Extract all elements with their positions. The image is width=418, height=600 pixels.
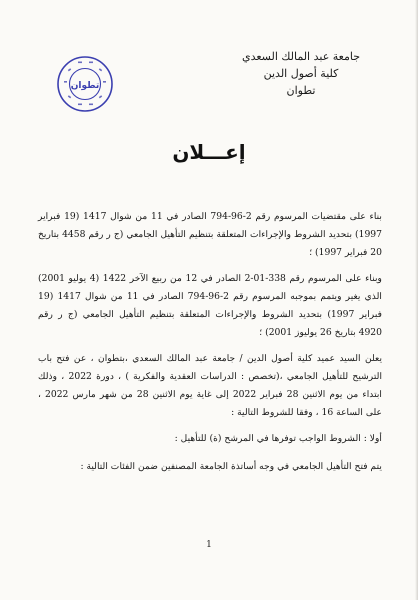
paragraph-decree-1997: بناء على مقتضيات المرسوم رقم 2-96-794 الصادر في 11 من شوال 1417 (19 فبراير 1997) بتحديد الشروط والإجراءات المتعلقة بتنظيم التأهيل الجامعي (ج ر رقم 4458 بتاريخ 20 فبراير 1997) ؛	[38, 211, 382, 258]
city-name: تطوان	[286, 84, 316, 97]
paragraph-conditions-heading: أولا : الشروط الواجب توفرها في المرشح (ة) للتأهيل :	[174, 433, 382, 444]
page-number: 1	[206, 540, 212, 550]
paragraph-announcement: يعلن السيد عميد كلية أصول الدين / جامعة عبد المالك السعدي ،بتطوان ، عن فتح باب الترشيح للتأهيل الجامعي ،(تخصص : الدراسات العقدية والفكرية ) ، دورة 2022 ، وذلك ابتداء من يوم الاثنين 28 فبراير 2022 إلى غاية يوم الاثنين 28 من شهر مارس 2022 ، على الساعة 16 ، وفقا للشروط التالية :	[38, 353, 382, 418]
institution-header	[226, 48, 376, 99]
document-title: إعـــلان	[172, 140, 246, 164]
official-stamp-icon	[56, 55, 114, 113]
paragraph-decree-2001: وبناء على المرسوم رقم 338-01-2 الصادر في 12 من ربيع الآخر 1422 (4 يوليو 2001) الذي يغير ويتمم بموجبه المرسوم رقم 2-96-794 الصادر في 11 من شوال 1417 (19 فبراير 1997) بتحديد الشروط والإجراءات المتعلقة بتنظيم التأهيل الجامعي (ج ر رقم 4920 بتاريخ 26 يوليوز 2001) ؛	[38, 273, 382, 338]
paragraph-eligibility: يتم فتح التأهيل الجامعي في وجه أساتذة الجامعة المصنفين ضمن الفئات التالية :	[80, 461, 382, 472]
stamp-city-label: تطوان	[70, 81, 100, 91]
university-name: جامعة عبد المالك السعدي	[241, 50, 361, 63]
faculty-name: كلية أصول الدين	[263, 67, 339, 80]
